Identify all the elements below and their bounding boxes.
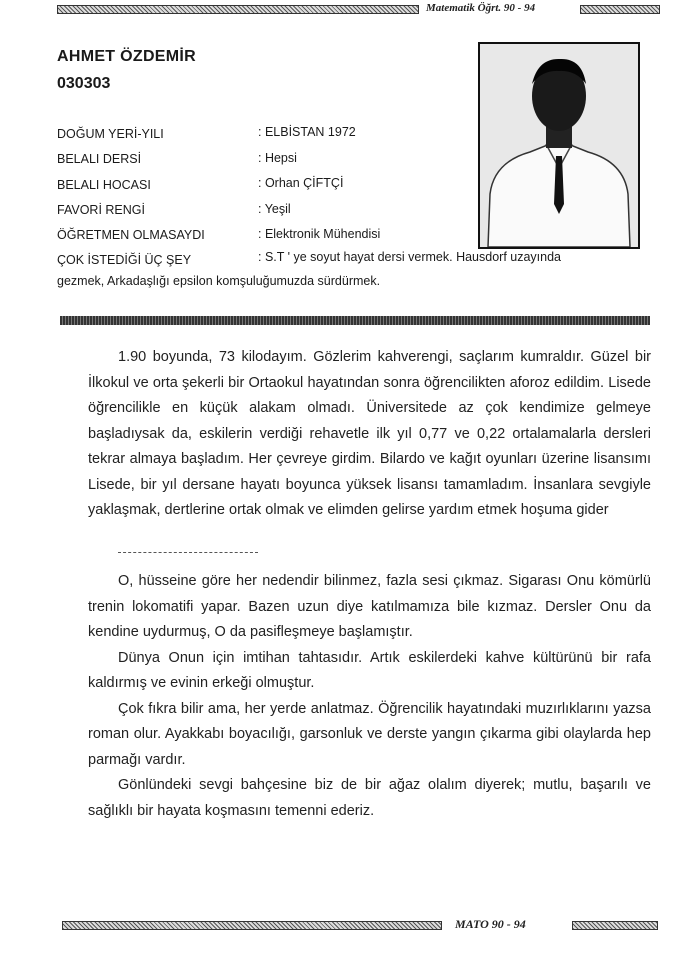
bio-paragraph-5: Gönlündeki sevgi bahçesine biz de bir ağaz olalım diyerek; mutlu, başarılı ve sağlıklı bir hayata koşmasını temenni ederiz. [88,777,651,819]
field-label-hard-subject: BELALI DERSİ [57,152,142,166]
field-value-birthplace: : ELBİSTAN 1972 [258,125,356,139]
three-wishes-continued: gezmek, Arkadaşlığı epsilon komşuluğumuzda sürdürmek. [57,274,381,288]
field-value-favorite-color: : Yeşil [258,202,291,216]
field-label-three-wishes: ÇOK İSTEDİĞİ ÜÇ ŞEY [57,253,192,267]
dashed-separator [118,552,258,553]
field-label-hard-teacher: BELALI HOCASI [57,178,151,192]
header-title: Matematik Öğrt. 90 - 94 [426,2,536,14]
portrait-photo [478,42,640,249]
bio-paragraph-2: O, hüsseine göre her nedendir bilinmez, fazla sesi çıkmaz. Sigarası Onu kömürlü trenin lokomatifi yapar. Bazen uzun diye katılmamıza bile kızmaz. Dersler Onu da kendine uydurmuş, O da pasifleşmeye başlamıştır. [88,573,651,640]
field-label-birthplace: DOĞUM YERİ-YILI [57,127,164,141]
field-value-hard-subject: : Hepsi [258,151,297,165]
student-name: AHMET ÖZDEMİR [57,48,197,65]
field-label-if-not-teacher: ÖĞRETMEN OLMASAYDI [57,228,205,242]
bio-paragraph-1 [88,345,651,524]
field-value-three-wishes: : S.T ' ye soyut hayat dersi vermek. Hausdorf uzayında [258,250,561,264]
bio-paragraph-1-text: 1.90 boyunda, 73 kilodayım. Gözlerim kahverengi, saçlarım kumraldır. Güzel bir İlkokul ve orta şekerli bir Ortaokul hayatından sonra öğrencilikten aforoz edildim. Lisede öğrencilikle en küçük alakam olmadı. Üniversitede az çok kendimize gelmeye başladıysak da, eskilerin verdiği rehavetle ilk yıl 0,77 ve 0,22 ortalamalarla dersleri tekrar almaya başladım. Her çevreye girdim. Bilardo ve kağıt oyunları üzerine lisansımı Lisede, bir yıl dersane hayatı boyunca yüksek lisansı tamamladım. İnsanlara sevgiyle yaklaşmak, dertlerine ortak olmak ve elimden gelirse yardım etmek hoşuma gider [88,349,651,518]
footer-title: MATO 90 - 94 [455,917,526,931]
footer-bar-left [62,921,442,930]
field-label-favorite-color: FAVORİ RENGİ [57,203,145,217]
bio-paragraph-3: Dünya Onun için imtihan tahtasıdır. Artık eskilerdeki kahve kültürünü bir rafa kaldırmış ve evinin erkeği olmuştur. [88,649,651,691]
header-bar-right [580,5,660,14]
field-value-if-not-teacher: : Elektronik Mühendisi [258,227,381,241]
student-number: 030303 [57,75,111,92]
section-divider [60,316,650,325]
header-bar-left [57,5,419,14]
portrait-illustration [480,44,638,247]
footer-bar-right [572,921,658,930]
bio-paragraphs [88,569,651,824]
field-value-hard-teacher: : Orhan ÇİFTÇİ [258,176,344,190]
bio-paragraph-4: Çok fıkra bilir ama, her yerde anlatmaz. Öğrencilik hayatındaki muzırlıklarını yazsa roman olur. Ayakkabı boyacılığı, garsonluk ve derste yangın çıkarma gibi olaylarda hep parmağı vardır. [88,700,651,768]
